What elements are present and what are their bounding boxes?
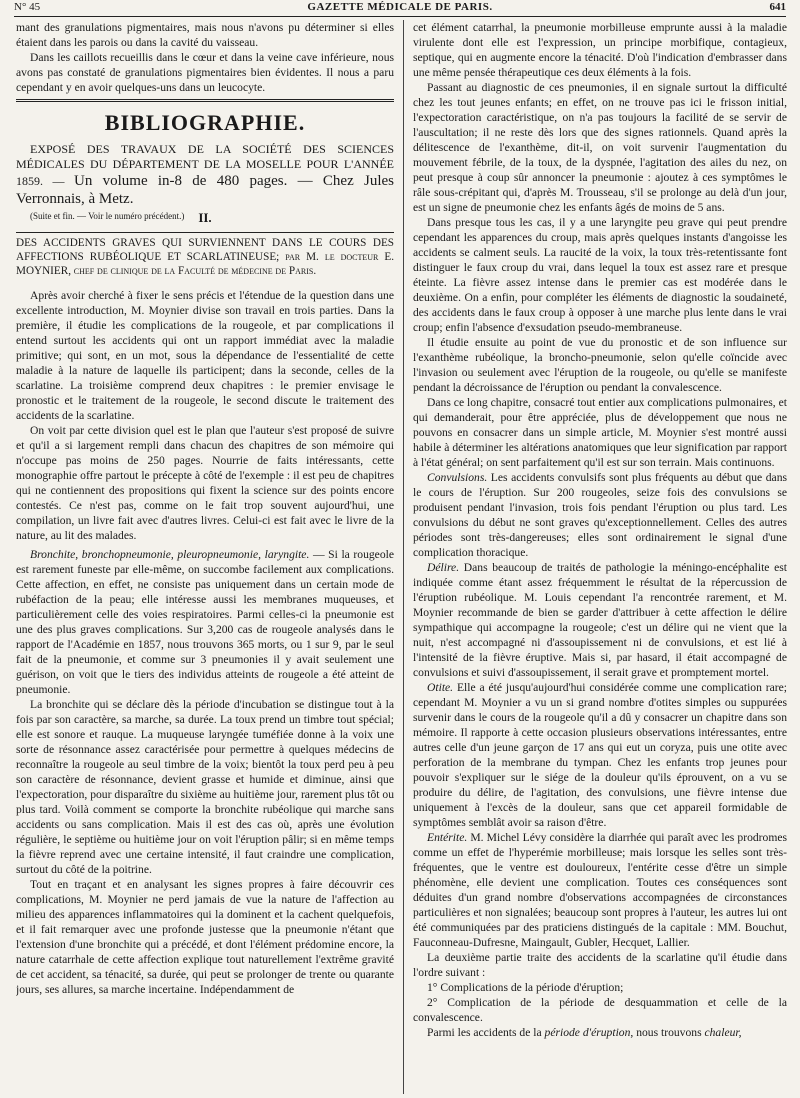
book-title-lead: EXPOSÉ DES TRAVAUX DE LA SOCIÉTÉ DES SCIENCES MÉDICALES DU DÉPARTEMENT DE LA MOSELLE POUR L'ANNÉE 1859. — <box>16 142 394 188</box>
section-rule <box>16 99 394 102</box>
otite-text: Elle a été jusqu'aujourd'hui considérée comme une complication rare; cependant M. Moynier a vu un si grand nombre d'otites simples ou suppurées survenir dans le cours de la rougeole qu'il a dû y consacrer un chapitre dans son mémoire. Il rapporte à cette occasion plusieurs observations intéressantes, entre autres celle d'un jeune garçon de 17 ans qui eut un coryza, puis une otite avec perforation de la membrane du tympan. Chez les enfants trop jeunes pour pouvoir s'expliquer sur le siége de la douleur qu'ils éprouvent, on a vu se produire du délire, de l'agitation, des convulsions, une fièvre intense due uniquement à l'excès de la douleur, sans que cet appareil formidable de symptômes semblât avoir sa raison d'être. <box>413 681 787 829</box>
article-rule <box>16 232 394 233</box>
book-title-rest: Un volume in-8 de 480 pages. — Chez Jules Verronnais, à Metz. <box>16 173 394 207</box>
body-paragraph-4: Tout en traçant et en analysant les signes propres à faire découvrir ces complications, M. Moynier ne perd jamais de vue la nature de l'affection au milieu des apparences inflammatoires qui la dominent et la cachent quelquefois, et il fait remarquer avec une profonde justesse que la pneumonie n'étant que l'extension d'une bronchite qui a précédé, et dont l'élément prédomine encore, la nature catarrhale de cette affection explique tout naturellement l'extrême gravité de cet accident, sa ténacité, sa durée, qui peut se prolonger de trente ou quarante jours, ses allures, sa marche incertaine. Indépendamment de <box>16 878 394 996</box>
page-number: 641 <box>769 1 786 13</box>
bronchite-text: — Si la rougeole est rarement funeste par elle-même, on succombe facilement aux complications. Cette affection, en effet, ne consiste pas uniquement dans un certain mode de rubéfaction de la peau; elle intéresse aussi les membranes muqueuses, et particulièrement celle des voies respiratoires. Parmi celles-ci la pneumonie est une des plus graves complications. Sur 3,200 cas de rougeole analysés dans le rapport de l'Académie en 1857, nous trouvons 365 morts, ou 1 sur 9, par le seul fait de la pneumonie, et comme sur 3 pneumonies il y avait seulement une guérison, on voit que le tiers des individus atteints de rougeole a été atteint de pneumonie. <box>16 548 394 696</box>
deuxieme-partie-paragraph: La deuxième partie traite des accidents de la scarlatine qu'il étudie dans l'ordre suivant : <box>413 951 787 979</box>
suite-note: (Suite et fin. — Voir le numéro précédent.) <box>30 211 185 221</box>
right-paragraph-1: cet élément catarrhal, la pneumonie morbilleuse emprunte aussi à la maladie virulente dont elle est l'expression, un principe morbifique, contagieux, septique, qui en augmente encore la ténacité. D'où l'indication d'embrasser dans une même pensée thérapeutique ces deux éléments à la fois. <box>413 21 787 79</box>
bronchite-label: Bronchite, bronchopneumonie, pleuropneumonie, laryngite. <box>30 548 310 561</box>
issue-number: N° 45 <box>14 1 41 13</box>
right-paragraph-2: Passant au diagnostic de ces pneumonies, il en signale surtout la difficulté chez les tout jeunes enfants; en effet, on ne trouve pas ici le frisson initial, l'expectoration caractéristique, on n'a pas toujours la facilité de se servir de l'auscultation; il ne reste dès lors que des signes rationnels. Quand après la délitescence de l'exanthème, dit-il, on voit survenir l'augmentation du mouvement fébrile, de la toux, de la dyspnée, l'agitation des ailes du nez, on peut presque à coup sûr annoncer la pneumonie : ajoutez à ces symptômes le râle sous-crépitant qui, d'après M. Trousseau, s'il se prolonge au delà d'un jour, est un signe de pneumonie chez les enfants âgés de moins de 5 ans. <box>413 81 787 214</box>
delire-paragraph <box>413 560 787 680</box>
journal-title: GAZETTE MÉDICALE DE PARIS. <box>307 1 493 13</box>
otite-paragraph <box>413 680 787 830</box>
convulsions-text: Les accidents convulsifs sont plus fréquents au début que dans le cours de l'éruption. Sur 200 rougeoles, seize fois des convulsions se produisent pendant l'invasion, trois fois pendant l'éruption ou plus tard. Les convulsions du début ne sont graves qu'exceptionnellement. Celles des autres périodes sont très-dangereuses; elles sont ordinairement le signal d'une complication thoracique. <box>413 471 787 559</box>
delire-label: Délire. <box>427 561 460 574</box>
last-text-a: Parmi les accidents de la <box>427 1026 545 1039</box>
last-text-b: , nous trouvons <box>630 1026 705 1039</box>
article-title: DES ACCIDENTS GRAVES QUI SURVIENNENT DANS LE COURS DES AFFECTIONS RUBÉOLIQUE ET SCARLATINEUSE; par M. le docteur E. MOYNIER, chef de clinique de la Faculté de médecine de Paris. <box>16 237 394 277</box>
page-header <box>14 0 786 14</box>
right-paragraph-5: Dans ce long chapitre, consacré tout entier aux complications pulmonaires, et qui demanderait, pour être appréciée, plus de développement que nous ne pouvons en consacrer dans un simple article, M. Moynier s'est montré aussi habile à déterminer les altérations anatomiques que leur signification par rapport à l'état général; on sent parfaitement qu'il est sur son terrain. Mais continuons. <box>413 396 787 469</box>
left-column <box>16 20 394 1094</box>
intro-paragraph-2: Dans les caillots recueillis dans le cœur et dans la veine cave inférieure, nous avons pas constaté de granulations pigmentaires bien évidentes. Il nous a paru cependant y en avoir quelques-uns dans un leucocyte. <box>16 51 394 94</box>
body-paragraph-1: Après avoir cherché à fixer le sens précis et l'étendue de la question dans une excellente introduction, M. Moynier divise son travail en trois parties. Dans la première, il étudie les complications de la rougeole, et par complications il entend surtout les accidents qui ont un rapport immédiat avec la maladie primitive; qui sont, en un mot, sous la dépendance de l'essentialité de cette maladie à la nature de laquelle ils participent; dans la seconde, celles de la scarlatine. La troisième comprend deux chapitres : le premier envisage le pronostic et le traitement de la rougeole, le second discute le traitement des accidents de la scarlatine. <box>16 289 394 422</box>
last-italic-b: chaleur, <box>704 1026 742 1039</box>
body-paragraph-3: La bronchite qui se déclare dès la période d'incubation se distingue tout à la fois par son caractère, sa marche, sa durée. La toux prend un timbre tout spécial; elle est sonore et rauque. La muqueuse laryngée tuméfiée donne à la voix une sorte de résonnance assez caractérisée pour permettre à quelques médecins de reconnaître la rougeole au seul timbre de la voix; bientôt la toux perd peu à peu son caractère de résonnance, devient grasse et humide et diminue, ainsi que l'expectoration, pour disparaître du sixième au huitième jour, rarement plus tôt ou plus tard. Voilà comment se comporte la bronchite rubéolique qui marche sans accidents ou sans complication. Mais il est des cas où, après une évolution régulière, le septième ou huitième jour on voit l'éruption pâlir; si en même temps la fièvre reprend avec une certaine intensité, il faut craindre une complication, surtout du côté de la poitrine. <box>16 698 394 876</box>
right-paragraph-3: Dans presque tous les cas, il y a une laryngite peu grave qui peut prendre cependant les apparences du croup, mais après quelques instants d'angoisse les accidents se calment seuls. La raucité de la voix, la toux très-retentissante font distinguer le faux croup du vrai, dans lequel la toux est assez rare et presque éteinte. La fièvre assez intense dans le premier cas est modérée dans le deuxième. On a enfin, pour compléter les éléments de diagnostic la soudaineté, des accidents dans le faux croup à opposer à une marche plus lente dans le vrai croup; enfin l'absence d'exsudation pseudo-membraneuse. <box>413 216 787 334</box>
column-divider <box>403 20 404 1094</box>
right-paragraph-4: Il étudie ensuite au point de vue du pronostic et de son influence sur l'exanthème rubéolique, la broncho-pneumonie, selon qu'elle coïncide avec l'invasion ou seulement avec l'éruption de la rougeole, ou qu'elle se manifeste pendant la décroissance de l'éruption ou pendant la convalescence. <box>413 336 787 394</box>
header-rule <box>14 16 786 17</box>
convulsions-label: Convulsions. <box>427 471 488 484</box>
scarlatine-list <box>413 980 787 1025</box>
part-number: II. <box>198 210 212 225</box>
enterite-paragraph <box>413 830 787 950</box>
otite-label: Otite. <box>427 681 454 694</box>
intro-paragraph-1: mant des granulations pigmentaires, mais nous n'avons pu déterminer si elles étaient dans les parois ou dans la cavité du vaisseau. <box>16 21 394 49</box>
right-column <box>413 20 787 1094</box>
last-paragraph <box>413 1025 787 1040</box>
section-title: BIBLIOGRAPHIE. <box>104 110 306 135</box>
enterite-text: M. Michel Lévy considère la diarrhée qui paraît avec les prodromes comme un effet de l'hyperémie morbilleuse; mais lorsque les selles sont très-fréquentes, que le ventre est douloureux, l'entérite cesse d'être un simple phénomène, elle devient une complication. Toutes ces conséquences sont déduites d'un grand nombre d'observations accompagnées de circonstances particulières et non signalées; beaucoup sont propres à l'auteur, les autres lui ont été communiquées par des praticiens distingués de la capitale : MM. Bouchut, Fauconneau-Dufresne, Maingault, Gubler, Hecquet, Lallier. <box>413 831 787 949</box>
list-item: 2° Complication de la période de desquammation et celle de la convalescence. <box>413 996 787 1024</box>
list-item: 1° Complications de la période d'éruption; <box>427 981 624 994</box>
enterite-label: Entérite. <box>427 831 468 844</box>
body-paragraph-2: On voit par cette division quel est le plan que l'auteur s'est proposé de suivre et qu'il a si largement rempli dans chacun des chapitres de son mémoire qui n'occupe pas moins de 250 pages. Nourrie de faits intéressants, cette monographie offre partout le précepte à côté de l'exemple : il est peu de chapitres qui ne contiennent des propositions qui fixent la science sur des points encore contestés. Ce n'est pas, comme on le fait trop souvent aujourd'hui, une compilation, un livre fait avec d'autres livres. Celui-ci est fait avec le livre de la nature, au lit des malades. <box>16 424 394 542</box>
convulsions-paragraph <box>413 470 787 560</box>
book-title <box>16 142 394 208</box>
bronchite-paragraph <box>16 547 394 697</box>
delire-text: Dans beaucoup de traités de pathologie la méningo-encéphalite est indiquée comme étant assez fréquemment le résultat de la répercussion de l'éruption rubéolique. M. Louis cependant l'a rencontrée rarement, et M. Moynier recommande de bien se garder d'attribuer à cette affection le délire sympathique qui accompagne la rougeole; c'est un délire qui ne vient que la nuit, n'est accompagné ni d'assoupissement ni de convulsions, et est lié à l'intensité de la fièvre éruptive. Mais si, par hasard, il était accompagné de convulsions et suivi d'assoupissement, il serait grave et promptement mortel. <box>413 561 787 679</box>
last-italic-a: période d'éruption <box>544 1026 631 1039</box>
